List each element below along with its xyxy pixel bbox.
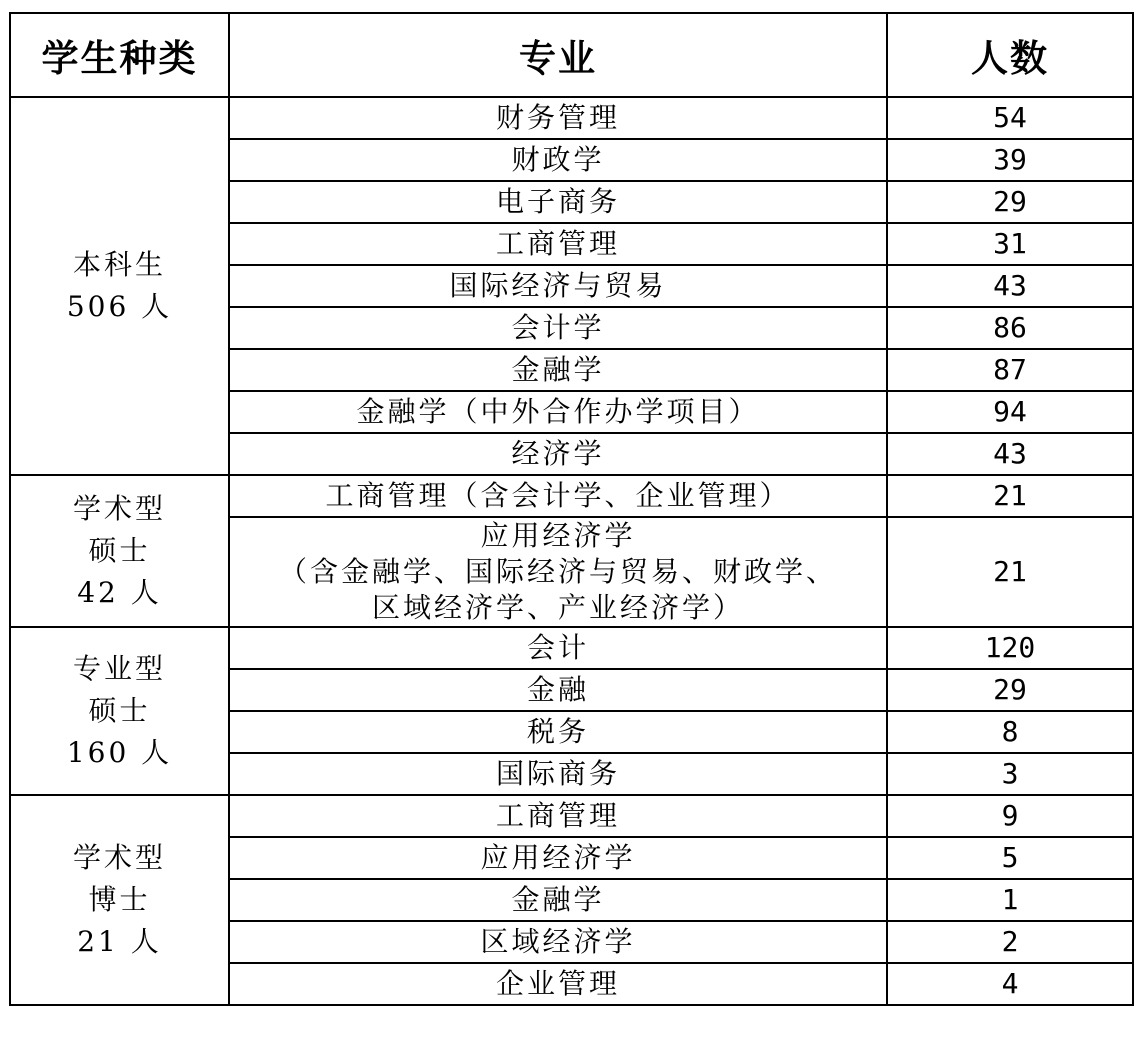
major-line: 区域经济学、产业经济学） xyxy=(371,591,744,624)
count-cell: 5 xyxy=(887,837,1133,879)
group-label-line: 硕士 xyxy=(88,694,151,727)
count-cell: 29 xyxy=(887,669,1133,711)
group-cell-academic-master xyxy=(10,475,229,627)
major-cell: 工商管理（含会计学、企业管理） xyxy=(229,475,887,517)
count-cell: 2 xyxy=(887,921,1133,963)
major-cell: 国际商务 xyxy=(229,753,887,795)
major-cell: 国际经济与贸易 xyxy=(229,265,887,307)
header-count: 人数 xyxy=(887,13,1133,97)
major-cell: 金融学 xyxy=(229,879,887,921)
group-label-line: 21 人 xyxy=(77,925,162,958)
header-major: 专业 xyxy=(229,13,887,97)
major-cell: 会计学 xyxy=(229,307,887,349)
major-line: 应用经济学 xyxy=(480,519,636,552)
major-cell: 电子商务 xyxy=(229,181,887,223)
group-label-line: 学术型 xyxy=(72,841,166,874)
group-label-line: 硕士 xyxy=(88,534,151,567)
group-label-line: 专业型 xyxy=(72,652,166,685)
major-cell: 会计 xyxy=(229,627,887,669)
major-cell: 财务管理 xyxy=(229,97,887,139)
major-cell: 财政学 xyxy=(229,139,887,181)
major-cell: 应用经济学 xyxy=(229,837,887,879)
count-cell: 9 xyxy=(887,795,1133,837)
group-label-line: 学术型 xyxy=(72,492,166,525)
major-cell: 金融学 xyxy=(229,349,887,391)
table-row xyxy=(10,795,1133,837)
count-cell: 31 xyxy=(887,223,1133,265)
group-label-line: 本科生 xyxy=(72,248,166,281)
count-cell: 21 xyxy=(887,475,1133,517)
count-cell: 3 xyxy=(887,753,1133,795)
count-cell: 120 xyxy=(887,627,1133,669)
count-cell: 43 xyxy=(887,433,1133,475)
count-cell: 8 xyxy=(887,711,1133,753)
count-cell: 94 xyxy=(887,391,1133,433)
group-label-line: 160 人 xyxy=(66,736,173,769)
count-cell: 54 xyxy=(887,97,1133,139)
group-cell-academic-doctor xyxy=(10,795,229,1005)
header-row xyxy=(10,13,1133,97)
header-category: 学生种类 xyxy=(10,13,229,97)
major-cell: 经济学 xyxy=(229,433,887,475)
major-cell xyxy=(229,517,887,627)
count-cell: 87 xyxy=(887,349,1133,391)
group-label-line: 42 人 xyxy=(77,576,162,609)
group-label-line: 506 人 xyxy=(66,290,173,323)
count-cell: 43 xyxy=(887,265,1133,307)
enrollment-table xyxy=(9,12,1134,1006)
table-row xyxy=(10,97,1133,139)
count-cell: 86 xyxy=(887,307,1133,349)
major-cell: 企业管理 xyxy=(229,963,887,1005)
major-cell: 区域经济学 xyxy=(229,921,887,963)
group-label-line: 博士 xyxy=(88,883,151,916)
major-cell: 税务 xyxy=(229,711,887,753)
group-cell-undergraduate xyxy=(10,97,229,475)
major-cell: 工商管理 xyxy=(229,795,887,837)
major-cell: 工商管理 xyxy=(229,223,887,265)
major-cell: 金融 xyxy=(229,669,887,711)
count-cell: 1 xyxy=(887,879,1133,921)
count-cell: 4 xyxy=(887,963,1133,1005)
group-cell-professional-master xyxy=(10,627,229,795)
count-cell: 39 xyxy=(887,139,1133,181)
major-cell: 金融学（中外合作办学项目） xyxy=(229,391,887,433)
major-line: （含金融学、国际经济与贸易、财政学、 xyxy=(278,555,837,588)
table-row xyxy=(10,475,1133,517)
count-cell: 21 xyxy=(887,517,1133,627)
count-cell: 29 xyxy=(887,181,1133,223)
table-row xyxy=(10,627,1133,669)
